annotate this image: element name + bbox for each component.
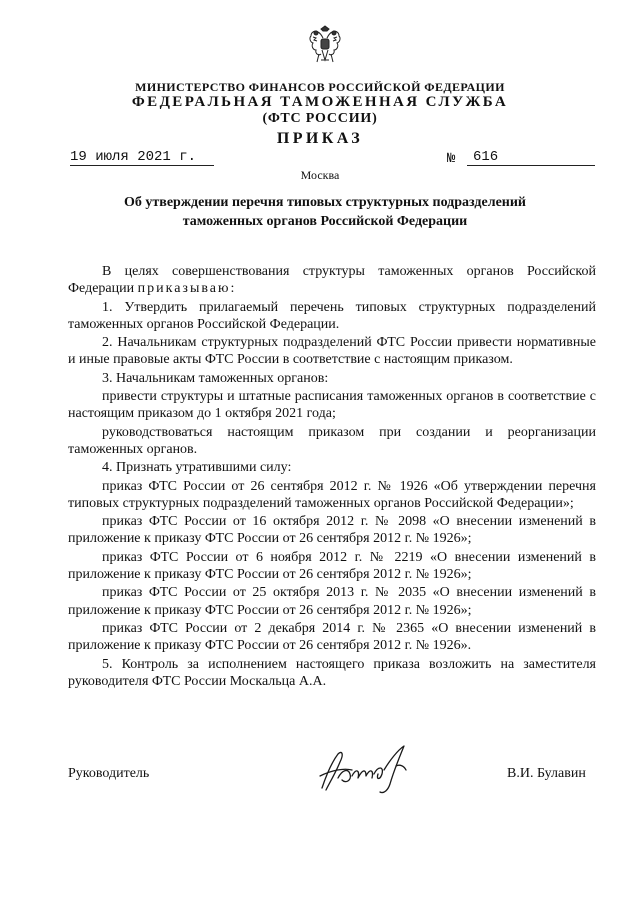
city: Москва (300, 168, 340, 182)
paragraph: 5. Контроль за исполнением настоящего приказа возложить на заместителя руководителя ФТС России Москальца А.А. (68, 656, 596, 689)
signer-name: В.И. Булавин (507, 766, 586, 781)
paragraph: приказ ФТС России от 6 ноября 2012 г. № 2219 «О внесении изменений в приложение к приказу ФТС России от 26 сентября 2012 г. № 1926»; (68, 549, 596, 583)
paragraph: 4. Признать утратившими силу: (102, 460, 292, 476)
number-field (467, 151, 595, 166)
signer-role: Руководитель (68, 766, 150, 781)
paragraph: 3. Начальникам таможенных органов: (102, 370, 329, 386)
paragraph: привести структуры и штатные расписания таможенных органов в соответствие с настоящим приказом до 1 октября 2021 года; (68, 389, 596, 422)
intro-paragraph (68, 263, 596, 298)
number-label: № (447, 151, 456, 167)
document-number: 616 (473, 149, 499, 165)
document-date: 19 июля 2021 г. (70, 149, 197, 165)
order-word: приказываю: (137, 281, 237, 297)
service-name: ФЕДЕРАЛЬНАЯ ТАМОЖЕННАЯ СЛУЖБА (131, 94, 509, 110)
paragraph: приказ ФТС России от 2 декабря 2014 г. № 2365 «О внесении изменений в приложение к приказу ФТС России от 26 сентября 2012 г. № 1926». (68, 620, 596, 654)
document-type: ПРИКАЗ (276, 130, 364, 147)
document-body (68, 263, 596, 691)
handwritten-signature (312, 740, 422, 800)
document-title: Об утверждении перечня типовых структурных подразделений таможенных органов Российской Федерации (124, 195, 526, 229)
paragraph: приказ ФТС России от 26 сентября 2012 г. № 1926 «Об утверждении перечня типовых структурных подразделений таможенных органов Российской Федерации»; (68, 478, 596, 511)
paragraph: 2. Начальникам структурных подразделений ФТС России привести нормативные и иные правовые акты ФТС России в соответствие с настоящим приказом. (68, 335, 596, 368)
paragraph: приказ ФТС России от 25 октября 2013 г. № 2035 «О внесении изменений в приложение к приказу ФТС России от 26 сентября 2012 г. № 1926»; (68, 585, 596, 618)
paragraph: 1. Утвердить прилагаемый перечень типовых структурных подразделений таможенных органов Российской Федерации. (68, 299, 596, 332)
date-field (70, 151, 214, 166)
paragraph: руководствоваться настоящим приказом при создании и реорганизации таможенных органов. (68, 424, 596, 457)
paragraph: приказ ФТС России от 16 октября 2012 г. № 2098 «О внесении изменений в приложение к приказу ФТС России от 26 сентября 2012 г. № 1926»; (68, 514, 596, 547)
intro-text: В целях совершенствования структуры таможенных органов Российской Федерации (68, 264, 596, 297)
ministry-name: МИНИСТЕРСТВО ФИНАНСОВ РОССИЙСКОЙ ФЕДЕРАЦИИ (135, 80, 505, 94)
service-abbr: (ФТС РОССИИ) (262, 111, 378, 126)
coat-of-arms-icon (307, 24, 343, 66)
